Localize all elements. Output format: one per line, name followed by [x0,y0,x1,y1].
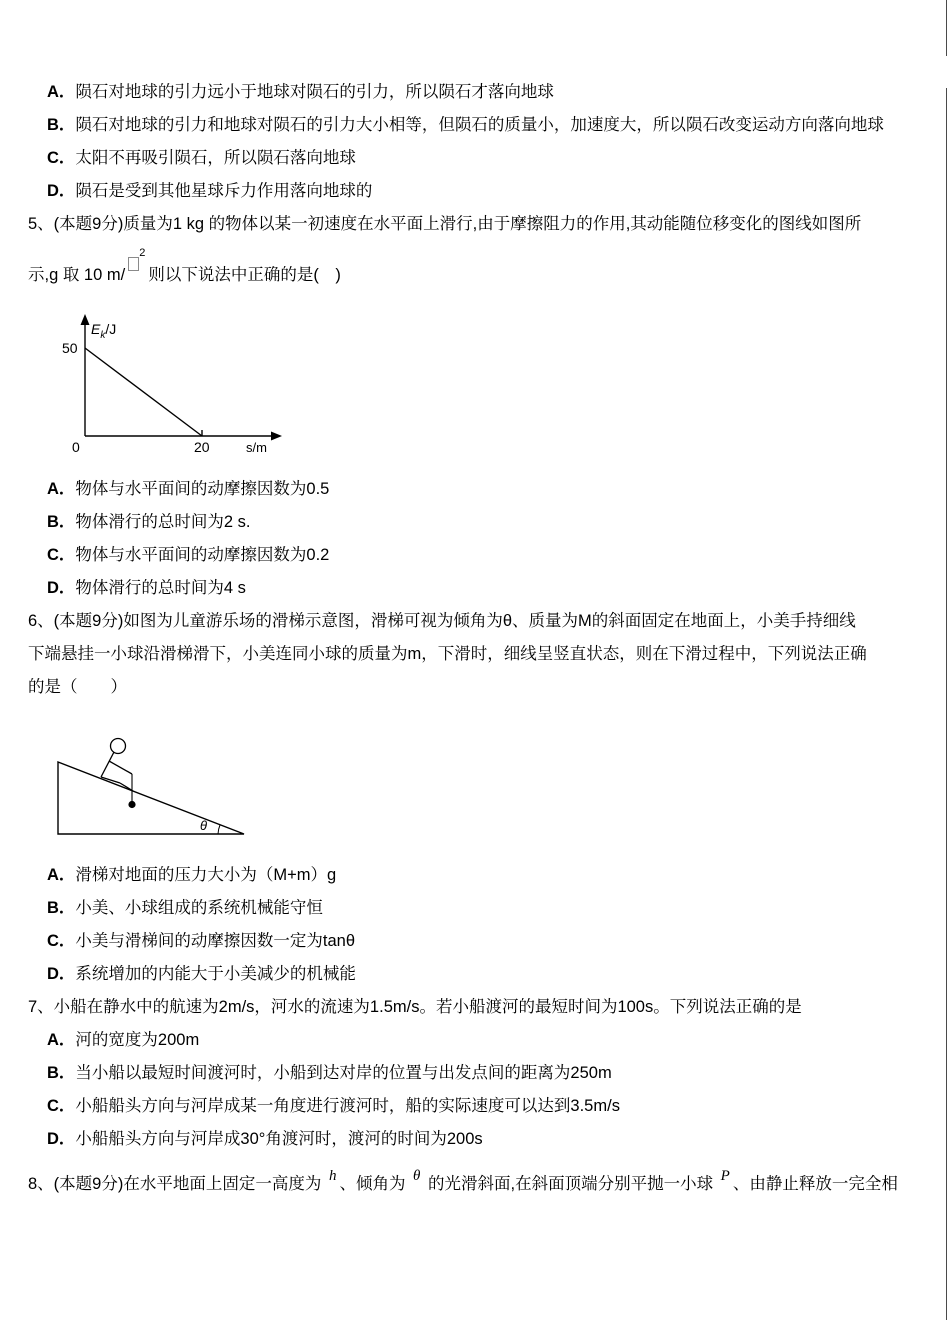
q7-option-b [28,1057,910,1090]
question-7-options [28,1024,910,1156]
option-label: B． [47,899,76,917]
q8-stem [28,1168,910,1202]
x-tick-20: 20 [194,439,210,455]
option-text: 小美与滑梯间的动摩擦因数一定为tanθ [75,932,356,950]
x-axis-label: s/m [246,440,267,455]
option-text: 陨石对地球的引力和地球对陨石的引力大小相等，但陨石的质量小，加速度大，所以陨石改变运动方向落向地球 [75,116,884,134]
option-text: 小船船头方向与河岸成某一角度进行渡河时，船的实际速度可以达到3.5m/s [75,1097,620,1115]
option-label: B． [47,1064,76,1082]
question-6-options [28,859,910,991]
q6-stem-line3: 的是（ ） [28,678,127,696]
option-label: A． [47,866,76,884]
y-tick-50: 50 [62,340,78,356]
q6-option-a [28,859,910,892]
theta-label: θ [200,818,208,833]
incline-triangle [58,762,244,834]
q6-option-c [28,925,910,958]
option-text: 太阳不再吸引陨石，所以陨石落向地球 [75,149,356,167]
option-label: C． [47,546,76,564]
option-label: D． [47,579,76,597]
q8-symbol-p: P [720,1168,730,1184]
q8-text-2: 、倾角为 [339,1175,411,1193]
option-text: 陨石对地球的引力远小于地球对陨石的引力，所以陨石才落向地球 [75,83,554,101]
q5-stem-line2 [28,246,910,292]
option-label: C． [47,1097,76,1115]
q4-option-c [28,142,910,175]
q4-option-a [28,76,910,109]
question-5-options [28,473,910,605]
option-text: 物体滑行的总时间为2 s. [75,513,251,531]
option-text: 物体与水平面间的动摩擦因数为0.5 [75,480,330,498]
option-text: 系统增加的内能大于小美减少的机械能 [75,965,356,983]
y-axis-arrow-icon [81,314,90,325]
placeholder-box-icon [128,257,139,271]
option-label: C． [47,932,76,950]
q5-stem-line2-prefix: 示,g 取 10 m/ [28,266,126,284]
q5-option-d [28,572,910,605]
q7-option-d [28,1123,910,1156]
ball-icon [128,801,135,808]
q4-option-b [28,109,910,142]
option-label: B． [47,513,76,531]
page-border-top-segment [946,0,947,56]
option-text: 物体与水平面间的动摩擦因数为0.2 [75,546,330,564]
option-text: 河的宽度为200m [75,1031,200,1049]
option-text: 陨石是受到其他星球斥力作用落向地球的 [75,182,373,200]
option-text: 物体滑行的总时间为4 s [75,579,246,597]
q5-option-c [28,539,910,572]
person-torso [101,752,114,777]
option-label: A． [47,480,76,498]
q6-option-d [28,958,910,991]
q6-stem-line2: 下端悬挂一小球沿滑梯滑下，小美连同小球的质量为m，下滑时，细线呈竖直状态，则在下滑过程中，下列说法正确 [28,645,867,663]
q6-slide-figure [44,722,254,847]
x-axis-arrow-icon [271,432,282,441]
missing-glyph-formula [128,246,146,271]
option-label: A． [47,1031,76,1049]
option-label: D． [47,965,76,983]
q6-stem-line1: 6、(本题9分)如图为儿童游乐场的滑梯示意图，滑梯可视为倾角为θ、质量为M的斜面固定在地面上，小美手持细线 [28,612,856,630]
q5-option-b [28,506,910,539]
option-text: 小美、小球组成的系统机械能守恒 [75,899,323,917]
option-label: D． [47,182,76,200]
q5-stem-line1: 5、(本题9分)质量为1 kg 的物体以某一初速度在水平面上滑行,由于摩擦阻力的作用,其动能随位移变化的图线如图所 [28,215,862,233]
formula-exponent: 2 [139,246,146,259]
q6-option-b [28,892,910,925]
q7-option-a [28,1024,910,1057]
page-border-right [946,88,947,1320]
q5-energy-displacement-graph [50,308,295,463]
y-axis-label: $E_k/J$ [91,321,117,341]
option-label: B． [47,116,76,134]
option-text: 小船船头方向与河岸成30°角渡河时，渡河的时间为200s [75,1130,483,1148]
q4-option-d [28,175,910,208]
person-arm [109,761,132,774]
option-text: 当小船以最短时间渡河时，小船到达对岸的位置与出发点间的距离为250m [75,1064,612,1082]
q7-option-c [28,1090,910,1123]
q7-stem: 7、小船在静水中的航速为2m/s，河水的流速为1.5m/s。若小船渡河的最短时间为100s。下列说法正确的是 [28,998,802,1016]
q5-option-a [28,473,910,506]
q5-stem-line2-suffix: 则以下说法中正确的是( ) [148,266,341,284]
option-label: D． [47,1130,76,1148]
question-4-options [28,76,910,208]
theta-arc [218,825,220,834]
energy-line [85,348,202,436]
q8-symbol-theta: θ [413,1168,421,1184]
person-head-icon [111,739,126,754]
origin-label: 0 [72,439,80,455]
option-text: 滑梯对地面的压力大小为（M+m）g [75,866,337,884]
q8-text-1: 8、(本题9分)在水平地面上固定一高度为 [28,1175,326,1193]
option-label: C． [47,149,76,167]
option-label: A． [47,83,76,101]
q5-graph-wrap [50,308,910,463]
q8-symbol-h: h [328,1168,337,1184]
q8-text-4: 、由静止释放一完全相 [732,1175,898,1193]
q8-text-3: 的光滑斜面,在斜面顶端分别平抛一小球 [423,1175,718,1193]
q6-figure-wrap [44,722,910,847]
